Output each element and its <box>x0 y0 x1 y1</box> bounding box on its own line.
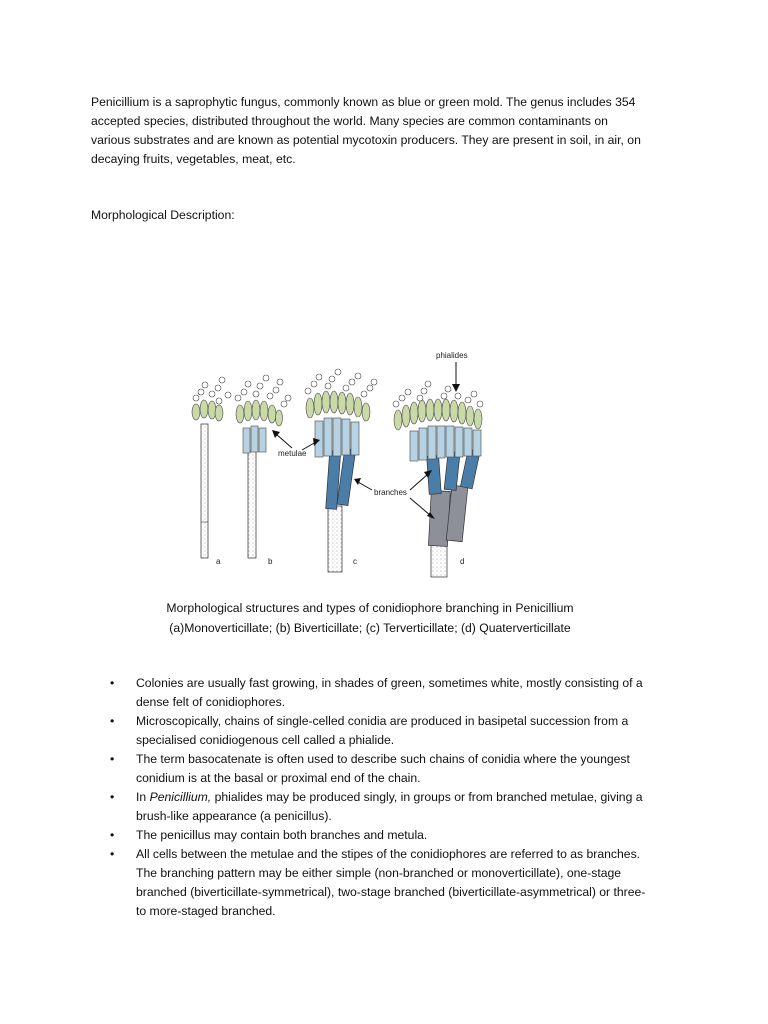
bullet-icon: • <box>110 847 115 861</box>
conidiophore-a <box>192 377 231 558</box>
metula <box>243 428 250 453</box>
list-item: • The penicillus may contain both branches and metula. <box>106 826 686 845</box>
stipe <box>328 506 342 572</box>
arrow-branches-c <box>358 482 372 490</box>
conidiophore-d <box>393 381 483 577</box>
phialides-d <box>394 399 482 430</box>
stipe <box>248 451 256 558</box>
intro-line: Penicillium is a saprophytic fungus, commonly known as blue or green mold. The genus includes 354 <box>91 95 636 109</box>
label-phialides: phialides <box>436 351 468 360</box>
label-branches: branches <box>374 488 407 497</box>
label-d: d <box>460 557 465 566</box>
bullet-icon: • <box>110 752 115 766</box>
bullet-icon: • <box>110 714 115 728</box>
phialide <box>215 405 223 421</box>
figure-caption <box>130 598 610 638</box>
label-a: a <box>216 557 221 566</box>
section-heading: Morphological Description: <box>91 208 235 222</box>
stipe <box>201 424 208 558</box>
intro-line: accepted species, distributed throughout the world. Many species are common contaminants on <box>91 114 608 128</box>
list-item: • Microscopically, chains of single-celled conidia are produced in basipetal succession from a specialised conidiogenous cell called a phialide. <box>110 714 629 747</box>
conidia <box>193 377 231 404</box>
intro-line: various substrates and are known as potential mycotoxin producers. They are present in soil, in air, on <box>91 133 641 147</box>
list-item: • The term basocatenate is often used to describe such chains of conidia where the youngest conidium is at the basal or proximal end of the chain. <box>110 752 630 785</box>
conidiophore-b <box>235 375 291 558</box>
conidiophore-c <box>305 369 377 572</box>
list-item: • All cells between the metulae and the stipes of the conidiophores are referred to as branches. The branching pattern may be either simple (non-branched or monoverticillate), one-stage branched (biverticillate-symmetrical), two-stage branched (biverticillate-asymmetrical) or three- to more-staged branched. <box>110 847 646 918</box>
list-item: • Colonies are usually fast growing, in shades of green, sometimes white, mostly consisting of a dense felt of conidiophores. <box>110 676 643 709</box>
bullet-icon: • <box>110 828 115 842</box>
label-b: b <box>268 557 273 566</box>
intro-line: decaying fruits, vegetables, meat, etc. <box>91 152 296 166</box>
phialide <box>192 404 200 420</box>
phialide <box>208 401 216 419</box>
caption-line-1: Morphological structures and types of conidiophore branching in Penicillium <box>166 601 574 615</box>
conidiophore-figure <box>188 346 488 582</box>
metulae-c <box>315 418 359 457</box>
phialide <box>200 400 208 418</box>
bullet-icon: • <box>110 790 115 804</box>
bullet-list <box>106 674 686 921</box>
list-item: • In Penicillium, phialides may be produced singly, in groups or from branched metulae, giving a brush-like appearance (a penicillus). <box>110 790 643 823</box>
label-c: c <box>353 557 357 566</box>
caption-line-2: (a)Monoverticillate; (b) Biverticillate; (c) Terverticillate; (d) Quaterverticillate <box>169 621 571 635</box>
phialides-c <box>306 391 370 421</box>
metula <box>251 426 258 452</box>
metula <box>259 428 266 452</box>
arrow-branches-d1 <box>410 474 428 490</box>
phialides-b <box>236 400 283 426</box>
intro-paragraph <box>91 93 681 169</box>
arrow-metulae-b <box>276 434 292 448</box>
label-metulae: metulae <box>278 449 307 458</box>
branch <box>444 451 460 490</box>
arrow-branches-d2 <box>410 498 431 516</box>
bullet-icon: • <box>110 676 115 690</box>
metulae-d <box>410 426 481 461</box>
